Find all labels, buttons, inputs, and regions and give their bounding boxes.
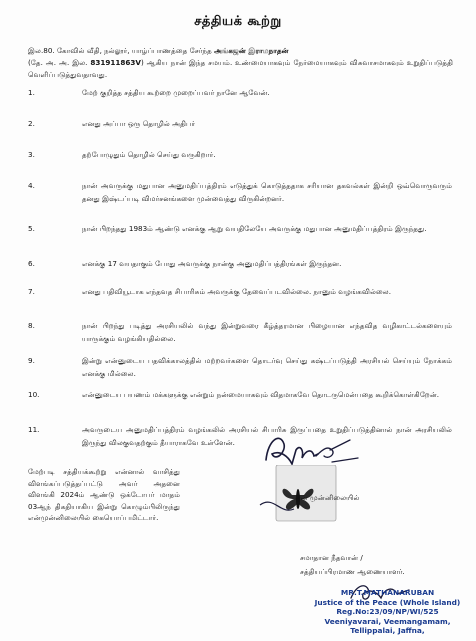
item-text: நான் அவருக்கு மதுபான அனுமதிப்பத்திரம் எடுத்துக் கொடுத்ததாக சரியான தகவல்கள் இன்றி ஒவ்வொருவரும் தனது இஷ்டப்படி விமர்சனங்களை முன்வைத்து விருகின்றனர். — [82, 181, 452, 203]
in-presence-label: என் முன்னிலையில் — [295, 493, 360, 502]
stamp-address1: Veeniyavarai, Veemangamam, — [324, 616, 451, 626]
declarant-name: அங்கஜன் இராமநாதன் — [214, 46, 289, 55]
item-number: 11. — [28, 425, 40, 434]
intro-line2: ) ஆகிய நான் இந்த சமயம். உண்மையாகவும் நேர்மையாகவும் விசுவாசமாகவும் உறுதிப்படுத்தி வெளிப்படுத்துவதாவது. — [28, 58, 453, 79]
commissioner-label: சத்தியப்பிரமாண ஆணையாளர். — [300, 567, 405, 576]
item-text: எனது பதிவியூடாக எந்தவத சிபாரிசும் அவருக்கு தேவைப்படவில்லை. நானும் வழங்கவில்லை. — [82, 287, 392, 296]
intro-line1: இல.80. கோவில் வீதி, நல்லூர், யாழ்ப்பாணத்தை சேர்ந்த — [28, 46, 215, 55]
item-text: மேற் குறித்த சத்திய கூற்றை முறைப்பவர் நானே ஆவேன். — [82, 88, 270, 97]
item-text: இன்று என்னுடைய பதவிக்காலத்தில் மற்றவர்களை தொடர்வு செய்து கஷ்டப்படுத்தி அரசியல் செய்யும் நோக்கம் எனக்கு மில்லை. — [82, 356, 452, 378]
nic-number: 831911863V — [90, 58, 141, 67]
item-text: எனக்கு 17 வயதாகும் போது அவருக்கு நான்கு அனுமதிப்பத்திரங்கள் இருந்தன. — [82, 259, 342, 268]
item-number: 9. — [28, 356, 35, 365]
item-number: 10. — [28, 390, 40, 399]
intro-nic-prefix: (தே. அ. அ. இல. — [28, 58, 91, 67]
item-number: 5. — [28, 224, 35, 233]
stamp-name: MR.T.MATHANARUBAN — [340, 588, 435, 597]
item-text: அவருடைய அனுமதிப்பத்திரம் வழங்கலில் அரசியல் சிபாரிசு இருப்பதை உறுதிப்படுத்தினால் நான் அரசியலில் இருந்து விலகுவதற்கும் தீயாராகவே உள்ளேன். — [82, 425, 452, 447]
jp-official-stamp — [300, 588, 475, 636]
item-text: நான் பிறந்து படித்து அரசியலில் வந்து இன்றுவரை கீழ்த்தரமான பிழையான எந்தவித வழிகாட்டல்களையும் யாருக்கும் வழங்கியதில்லை. — [82, 321, 452, 343]
item-number: 2. — [28, 119, 35, 128]
item-text: என்னுடைய பயணம் மக்களுக்கு என்றும் நன்மையாகவும் விதமாகவே தொடருமென்பதை கூறிக்கொள்கிறேன். — [82, 390, 440, 399]
stamp-address2: Tellippalai, Jaffna, — [350, 626, 425, 635]
item-text: எனது அப்பா ஒரு தொழில் அதிபர் — [82, 119, 196, 128]
item-number: 6. — [28, 259, 35, 268]
stamp-reg: Reg.No:23/09/NP/WI/525 — [336, 607, 439, 616]
jp-label: சமாதான நீதவான் / — [300, 553, 363, 562]
item-number: 4. — [28, 181, 35, 190]
item-number: 1. — [28, 88, 35, 97]
stamp-title: Justice of the Peace (Whole Island) — [314, 597, 461, 607]
intro-paragraph — [28, 45, 453, 81]
item-text: தற்போழுதும் தொழில் செய்து வருகிறார். — [82, 150, 216, 159]
document-title: சத்தியக் கூற்று — [194, 14, 282, 29]
certification-paragraph: மேற்படி சத்தியக்கூற்று என்னால் வாசித்து விளங்கப்படுத்தப்பட்டு அவர் அதனை விளங்கி 2024ம் ஆண்டு ஒக்டோபர் மாதம் 03ஆந் திகதியாகிய இன்று கொழும்பிலிருந்து என்முன்னிலையில் கையொப்பமிட்டார். — [28, 467, 180, 522]
item-text: நான் பிறந்தது 1983ம் ஆண்டு எனக்கு ஆறு வயதிலேயே அவருக்கு மதுபான அனுமதிப்பத்திரம் இருந்தது. — [82, 224, 427, 233]
item-number: 8. — [28, 321, 35, 330]
item-number: 7. — [28, 287, 35, 296]
item-number: 3. — [28, 150, 35, 159]
